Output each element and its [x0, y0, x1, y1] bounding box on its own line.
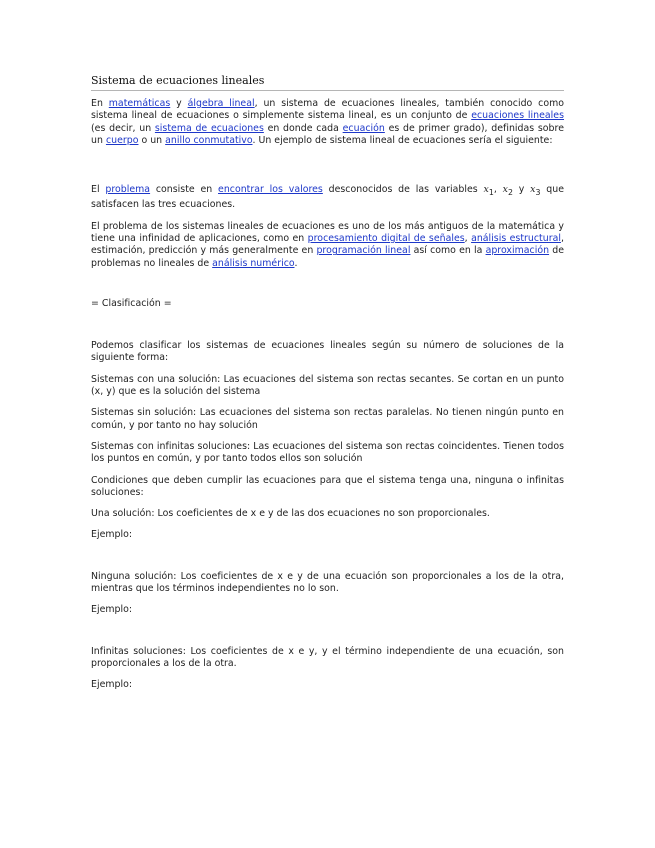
system-one-solution: Sistemas con una solución: Las ecuaciones del sistema son rectas secantes. Se cortan en un punto (x, y) que es la solución del sistema [91, 373, 564, 398]
document-page [91, 74, 564, 691]
link-aproximacion[interactable]: aproximación [485, 245, 550, 257]
classification-intro: Podemos clasificar los sistemas de ecuaciones lineales según su número de soluciones de la siguiente forma: [91, 340, 564, 364]
link-anillo-conmutativo[interactable]: anillo conmutativo [165, 134, 253, 146]
link-problema[interactable]: problema [105, 184, 151, 196]
document-title: Sistema de ecuaciones lineales [91, 74, 564, 91]
link-analisis-estructural[interactable]: análisis estructural [471, 232, 561, 244]
condition-one-solution: Una solución: Los coeficientes de x e y de las dos ecuaciones no son proporcionales. [91, 508, 490, 520]
link-matematicas[interactable]: matemáticas [108, 98, 171, 109]
condition-no-solution: Ninguna solución: Los coeficientes de x e y de una ecuación son proporcionales a los de la otra, mientras que los términos independientes no lo son. [91, 570, 564, 594]
link-encontrar-los-valores[interactable]: encontrar los valores [218, 184, 323, 196]
link-analisis-numerico[interactable]: análisis numérico [212, 257, 295, 269]
condition-infinite-solutions: Infinitas soluciones: Los coeficientes de x e y, y el término independiente de una ecuación, son proporcionales a los de la otra. [91, 645, 564, 669]
link-ecuaciones-lineales[interactable]: ecuaciones lineales [471, 110, 565, 122]
link-algebra-lineal[interactable]: álgebra lineal [187, 98, 255, 109]
system-no-solution: Sistemas sin solución: Las ecuaciones del sistema son rectas paralelas. No tienen ningún punto en común, y por tanto no hay solución [91, 407, 564, 431]
link-programacion-lineal[interactable]: programación lineal [316, 245, 411, 257]
example-label-1: Ejemplo: [91, 529, 133, 541]
variable-x3: x [530, 184, 536, 196]
link-sistema-de-ecuaciones[interactable]: sistema de ecuaciones [154, 122, 264, 134]
intro-paragraph: En matemáticas y álgebra lineal, un sistema de ecuaciones lineales, también conocido como sistema lineal de ecuaciones o simplemente sistema lineal, es un conjunto de ecuaciones lineales (es decir, un sistema de ecuaciones en donde cada ecuación es de primer grado), definidas sobre un cuerpo o un anillo conmutativo. Un ejemplo de sistema lineal de ecuaciones sería el siguiente: [91, 98, 565, 146]
section-heading-clasificacion: = Clasificación = [91, 297, 172, 309]
example-label-3: Ejemplo: [91, 679, 133, 691]
variable-x2: x [502, 184, 508, 196]
variable-x1: x [483, 184, 489, 196]
problem-paragraph: El problema consiste en encontrar los valores desconocidos de las variables $x_1$, $x_2$ y $x_3$ que satisfacen las tres ecuaciones. [91, 184, 564, 211]
system-infinite-solutions: Sistemas con infinitas soluciones: Las ecuaciones del sistema son rectas coincidentes. Tienen todos los puntos en común, y por tanto todos ellos son solución [91, 440, 564, 465]
example-label-2: Ejemplo: [91, 604, 133, 616]
link-procesamiento-digital[interactable]: procesamiento digital de señales [307, 232, 465, 244]
link-cuerpo[interactable]: cuerpo [105, 134, 139, 146]
link-ecuacion[interactable]: ecuación [342, 122, 385, 134]
conditions-paragraph: Condiciones que deben cumplir las ecuaciones para que el sistema tenga una, ninguna o infinitas soluciones: [91, 474, 564, 498]
history-paragraph: El problema de los sistemas lineales de ecuaciones es uno de los más antiguos de la matemática y tiene una infinidad de aplicaciones, como en procesamiento digital de señales, análisis estructural, estimación, predicción y más generalmente en programación lineal así como en la aproximación de problemas no lineales de análisis numérico. [91, 220, 564, 269]
